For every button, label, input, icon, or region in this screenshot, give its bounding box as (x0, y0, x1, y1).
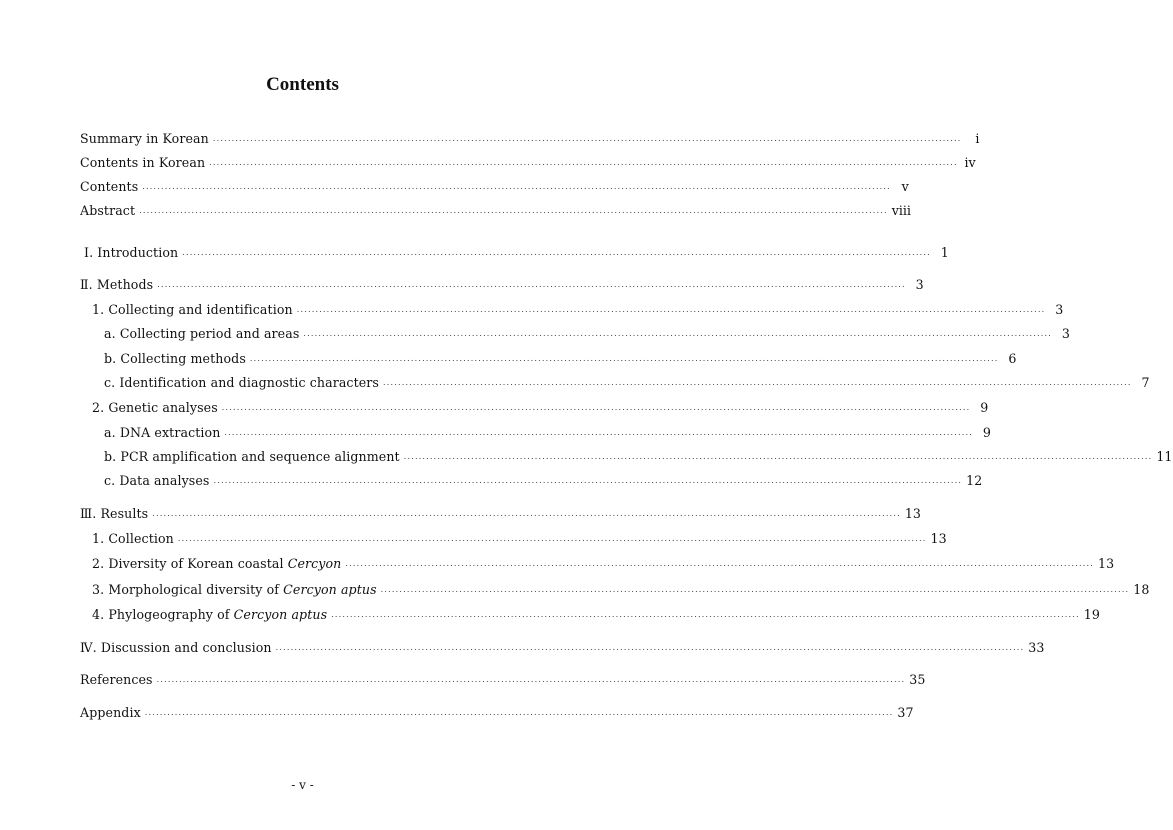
toc-entry-label-text: 3. Morphological diversity of (92, 582, 280, 597)
toc-entry-label-taxon: Cercyon aptus (283, 582, 377, 597)
toc-entry-page: 6 (1008, 351, 1017, 366)
toc-entry (92, 582, 1150, 600)
toc-dot-leader: ........................................................................................................................................................................................................ (275, 643, 1025, 652)
toc-dot-leader: ........................................................................................................................................................................................................ (144, 708, 894, 717)
page-title: Contents (266, 74, 339, 95)
toc-entry (92, 607, 1100, 625)
toc-entry-page: 11 (1156, 449, 1173, 464)
toc-entry-page: 7 (1141, 375, 1150, 390)
page-number-footer: - v - (291, 778, 314, 792)
toc-entry-label (92, 556, 341, 572)
toc-entry-page: v (901, 179, 909, 194)
toc-entry (104, 375, 1150, 393)
toc-entry-page: 33 (1028, 640, 1045, 655)
toc-dot-leader: ........................................................................................................................................................................................................ (296, 305, 1046, 314)
toc-entry-page: 3 (1061, 326, 1070, 341)
toc-entry-label: b. PCR amplification and sequence alignment (104, 449, 400, 464)
toc-dot-leader: ........................................................................................................................................................................................................ (213, 476, 963, 485)
toc-entry-page: 9 (982, 425, 992, 440)
toc-entry-page: 3 (1055, 302, 1064, 317)
toc-entry-label: Ⅰ. Introduction (84, 245, 179, 260)
toc-entry-label: 2. Genetic analyses (92, 400, 218, 415)
toc-dot-leader: ........................................................................................................................................................................................................ (249, 354, 999, 363)
toc-entry-label: Appendix (80, 705, 141, 720)
toc-dot-leader: ........................................................................................................................................................................................................ (224, 428, 974, 437)
toc-entry-label (92, 582, 377, 598)
toc-dot-leader: ........................................................................................................................................................................................................ (142, 182, 891, 191)
toc-entry (104, 425, 992, 443)
toc-entry (104, 449, 1173, 467)
toc-entry (84, 245, 949, 263)
toc-entry (104, 473, 983, 491)
toc-entry-page: 9 (980, 400, 989, 415)
toc-entry-page: 13 (930, 531, 947, 546)
toc-dot-leader: ........................................................................................................................................................................................................ (182, 248, 931, 257)
toc-entry-label: Ⅳ. Discussion and conclusion (80, 640, 272, 655)
toc-entry (92, 531, 947, 549)
toc-dot-leader: ........................................................................................................................................................................................................ (380, 585, 1130, 594)
toc-dot-leader: ........................................................................................................................................................................................................ (331, 610, 1080, 619)
toc-dot-leader: ........................................................................................................................................................................................................ (303, 329, 1052, 338)
toc-dot-leader: ........................................................................................................................................................................................................ (221, 403, 971, 412)
toc-dot-leader: ........................................................................................................................................................................................................ (209, 158, 958, 167)
toc-dot-leader: ........................................................................................................................................................................................................ (345, 559, 1094, 568)
toc-entry-label: Contents in Korean (80, 155, 206, 170)
toc-entry (80, 506, 922, 524)
toc-entry-label-text: 4. Phylogeography of (92, 607, 230, 622)
toc-entry-label: b. Collecting methods (104, 351, 246, 366)
toc-entry-page: ⅳ (964, 155, 976, 170)
toc-entry-label: a. DNA extraction (104, 425, 221, 440)
toc-entry-label (92, 607, 327, 623)
toc-entry-page: 12 (966, 473, 983, 488)
toc-dot-leader: ........................................................................................................................................................................................................ (403, 452, 1153, 461)
toc-entry-label: c. Data analyses (104, 473, 210, 488)
toc-entry-label-taxon: Cercyon (287, 556, 342, 571)
toc-entry-label: 1. Collecting and identification (92, 302, 293, 317)
toc-entry-page: 13 (904, 506, 922, 521)
toc-entry (92, 556, 1115, 574)
toc-entry-page: 3 (915, 277, 924, 292)
toc-dot-leader: ........................................................................................................................................................................................................ (156, 675, 906, 684)
toc-entry (104, 326, 1070, 344)
toc-entry (80, 672, 926, 690)
toc-entry (80, 131, 980, 149)
toc-dot-leader: ........................................................................................................................................................................................................ (382, 378, 1132, 387)
toc-dot-leader: ........................................................................................................................................................................................................ (152, 509, 901, 518)
toc-entry-label-text: 2. Diversity of Korean coastal (92, 556, 284, 571)
toc-entry (80, 640, 1045, 658)
toc-entry (80, 203, 912, 221)
toc-dot-leader: ........................................................................................................................................................................................................ (212, 134, 962, 143)
toc-entry-label: Abstract (80, 203, 136, 218)
toc-entry-label: References (80, 672, 153, 687)
toc-entry (92, 400, 989, 418)
toc-dot-leader: ........................................................................................................................................................................................................ (177, 534, 927, 543)
toc-entry (80, 705, 914, 723)
toc-entry (92, 302, 1064, 320)
toc-entry-page: 18 (1133, 582, 1150, 597)
toc-entry (104, 351, 1017, 369)
toc-entry-label: Contents (80, 179, 139, 194)
toc-entry-page: 35 (909, 672, 926, 687)
toc-entry-page: 19 (1083, 607, 1100, 622)
toc-entry-label: 1. Collection (92, 531, 174, 546)
toc-dot-leader: ........................................................................................................................................................................................................ (157, 280, 906, 289)
toc-entry-label: Summary in Korean (80, 131, 209, 146)
toc-entry (80, 155, 976, 173)
toc-entry-page: 37 (897, 705, 914, 720)
toc-entry-label: c. Identification and diagnostic characters (104, 375, 379, 390)
toc-entry (80, 179, 909, 197)
toc-entry-label: a. Collecting period and areas (104, 326, 300, 341)
toc-entry (80, 277, 924, 295)
toc-entry-page: ⅷ (891, 203, 912, 218)
toc-entry-page: 1 (940, 245, 949, 260)
toc-entry-label: Ⅲ. Results (80, 506, 149, 521)
toc-entry-label-taxon: Cercyon aptus (233, 607, 328, 622)
toc-entry-page: i (975, 131, 980, 146)
toc-entry-label: Ⅱ. Methods (80, 277, 154, 292)
toc-entry-page: 13 (1097, 556, 1115, 571)
toc-dot-leader: ........................................................................................................................................................................................................ (139, 206, 888, 215)
